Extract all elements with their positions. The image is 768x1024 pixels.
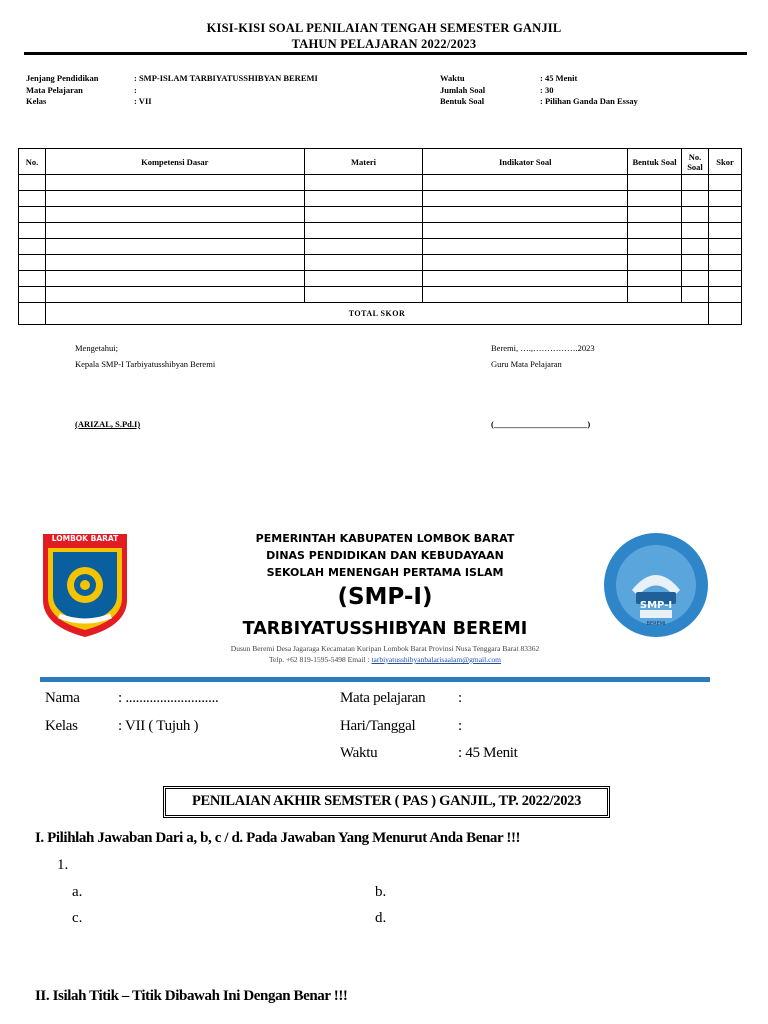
total-row [19, 303, 742, 325]
kisi-table [18, 148, 742, 325]
sign-left [75, 340, 215, 372]
letterhead-address: Dusun Beremi Desa Jagaraga Kecamatan Kuripan Lombok Barat Provinsi Nusa Tenggara Barat 83362 [230, 644, 540, 653]
sign-right-line1: Beremi, ….,…………….2023 [491, 343, 595, 353]
table-row [19, 271, 742, 287]
waktu-label: Waktu [340, 745, 378, 761]
lombok-barat-logo [39, 530, 131, 640]
logo-right-sub: BEREMI [646, 621, 666, 627]
meta-value: : [134, 84, 137, 95]
meta-value: : SMP-ISLAM TARBIYATUSSHIBYAN BEREMI [134, 73, 318, 83]
kisi-meta-left [26, 73, 406, 108]
col-nosoal: No. Soal [682, 149, 709, 175]
kisi-meta-right [440, 73, 740, 108]
sign-right-line2: Guru Mata Pelajaran [491, 359, 562, 369]
option-a: a. [72, 884, 83, 900]
sign-right-name: (______________________) [491, 419, 591, 429]
mapel-field[interactable]: : [458, 690, 462, 706]
hari-label: Hari/Tanggal [340, 718, 416, 734]
kisi-subtitle: TAHUN PELAJARAN 2022/2023 [291, 37, 477, 51]
letterhead-big1: (SMP-I) [337, 584, 433, 610]
logo-left-label: LOMBOK BARAT [51, 534, 119, 543]
sign-right [491, 340, 595, 372]
email-link[interactable]: tarbiyatusshibyanbalarisaalam@gmail.com [371, 655, 502, 664]
total-label: TOTAL SKOR [45, 303, 708, 325]
letterhead-contact [120, 655, 650, 665]
letterhead-line3: SEKOLAH MENENGAH PERTAMA ISLAM [266, 566, 504, 579]
exam-title: PENILAIAN AKHIR SEMSTER ( PAS ) GANJIL, TP. 2022/2023 [163, 786, 610, 818]
title-divider [24, 52, 747, 55]
option-d: d. [375, 910, 387, 926]
meta-label: Bentuk Soal [440, 96, 485, 106]
col-indikator: Indikator Soal [423, 149, 628, 175]
col-bentuk: Bentuk Soal [628, 149, 682, 175]
meta-label: Kelas [26, 96, 47, 106]
table-row [19, 239, 742, 255]
col-skor: Skor [708, 149, 741, 175]
kelas-label: Kelas [45, 718, 78, 734]
letterhead-big2: TARBIYATUSSHIBYAN BEREMI [242, 619, 528, 639]
question-number: 1. [57, 857, 69, 873]
sign-left-name: (ARIZAL, S.Pd.I) [75, 419, 141, 429]
option-c: c. [72, 910, 83, 926]
sign-left-line2: Kepala SMP-I Tarbiyatusshibyan Beremi [75, 359, 216, 369]
col-materi: Materi [304, 149, 423, 175]
meta-value: : Pilihan Ganda Dan Essay [540, 96, 638, 106]
section2-heading: II. Isilah Titik – Titik Dibawah Ini Dengan Benar !!! [35, 988, 348, 1004]
table-row [19, 175, 742, 191]
table-header-row [19, 149, 742, 175]
nama-field[interactable]: : ........................... [118, 690, 219, 706]
table-row [19, 287, 742, 303]
contact-prefix: Telp. +62 819-1595-5498 Email : [268, 655, 372, 664]
letterhead-line1: PEMERINTAH KABUPATEN LOMBOK BARAT [255, 532, 515, 545]
col-no: No. [19, 149, 46, 175]
hari-field[interactable]: : [458, 718, 462, 734]
option-b: b. [375, 884, 387, 900]
table-row [19, 207, 742, 223]
col-kompetensi: Kompetensi Dasar [45, 149, 304, 175]
table-row [19, 223, 742, 239]
meta-label: Mata Pelajaran [26, 84, 83, 95]
table-row [19, 255, 742, 271]
meta-value: : VII [134, 96, 152, 106]
mapel-label: Mata pelajaran [340, 690, 426, 706]
sign-left-line1: Mengetahui; [75, 343, 118, 353]
meta-value: : 45 Menit [540, 73, 578, 83]
nama-label: Nama [45, 690, 80, 706]
meta-label: Jenjang Pendidikan [26, 73, 99, 83]
letterhead-line2: DINAS PENDIDIKAN DAN KEBUDAYAAN [266, 549, 504, 562]
kisi-title: KISI-KISI SOAL PENILAIAN TENGAH SEMESTER GANJIL [206, 21, 562, 35]
table-row [19, 191, 742, 207]
meta-label: Waktu [440, 73, 465, 83]
logo-right-text: SMP-I [639, 600, 673, 611]
kelas-value: : VII ( Tujuh ) [118, 718, 199, 734]
section1-heading: I. Pilihlah Jawaban Dari a, b, c / d. Pada Jawaban Yang Menurut Anda Benar !!! [35, 830, 521, 846]
meta-label: Jumlah Soal [440, 84, 486, 95]
waktu-value: : 45 Menit [458, 745, 518, 761]
meta-value: : 30 [540, 84, 554, 95]
letterhead-divider [40, 677, 710, 682]
